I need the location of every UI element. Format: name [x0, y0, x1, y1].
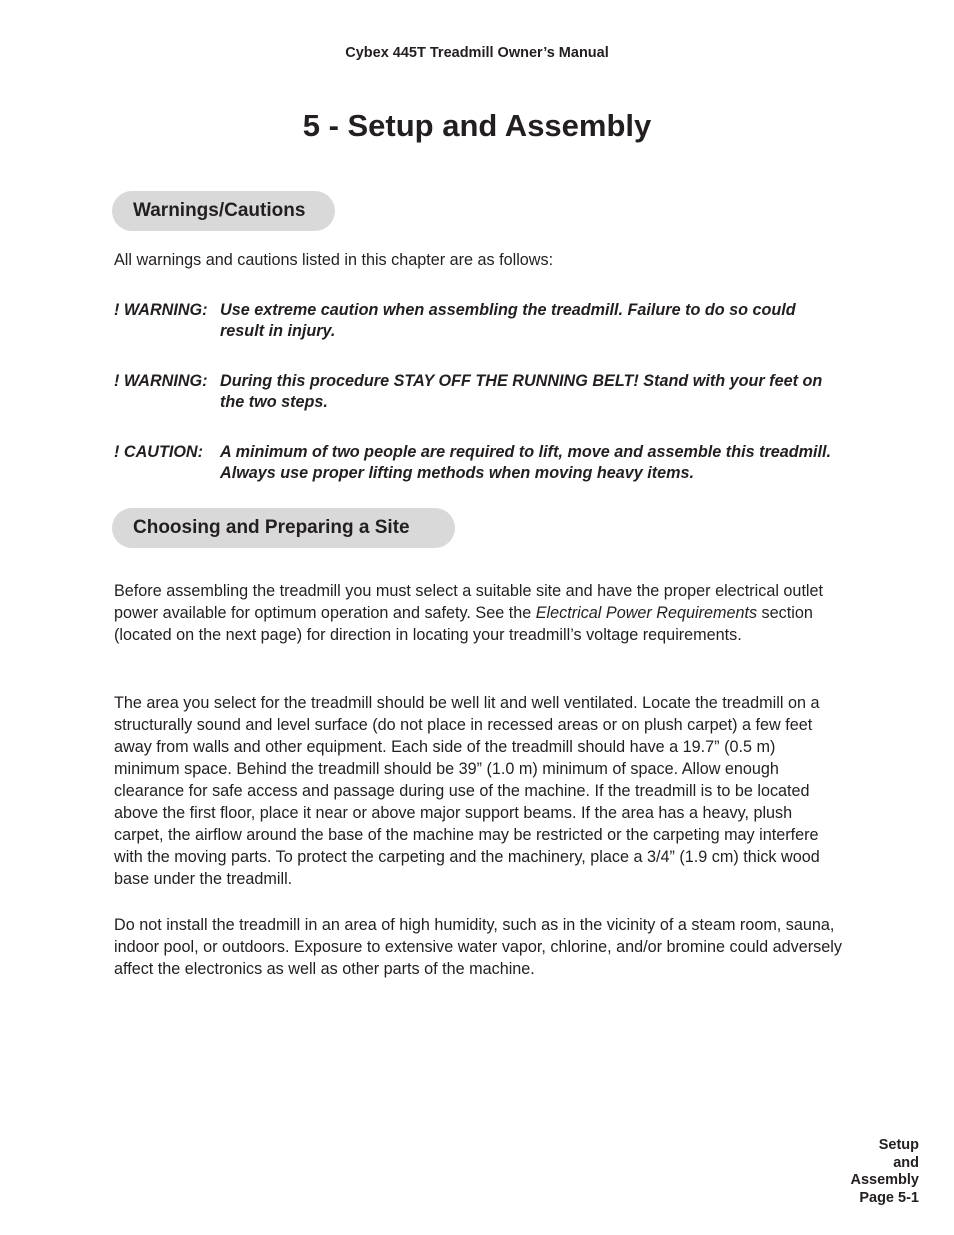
warning-text: Use extreme caution when assembling the treadmill. Failure to do so could result in injury. — [220, 301, 796, 340]
warning-text: During this procedure STAY OFF THE RUNNING BELT! Stand with your feet on the two steps. — [220, 372, 823, 411]
page-number: Page 5-1 — [859, 1189, 919, 1206]
footer-tab-line: Setup — [878, 1137, 919, 1153]
footer-tab-line: Assembly — [850, 1172, 919, 1188]
caution-item — [114, 442, 844, 484]
section-heading-warnings: Warnings/Cautions — [112, 191, 335, 231]
paragraph-text: Before assembling the treadmill you must select a suitable site and have the proper electrical outlet power available for optimum operation and safety. See the — [114, 582, 824, 622]
warning-label: ! WARNING: — [114, 372, 208, 390]
warnings-intro: All warnings and cautions listed in this chapter are as follows: — [114, 251, 554, 269]
site-paragraph-2: The area you select for the treadmill should be well lit and well ventilated. Locate the treadmill on a structurally sound and level surface (do not place in recessed areas or on plush carpet) a few feet away from walls and other equipment. Each side of the treadmill should have a 19.7” (0.5 m) minimum space. Behind the treadmill should be 39” (1.0 m) minimum of space. Allow enough clearance for safe access and passage during use of the machine. If the treadmill is to be located above the first floor, place it near or above major support beams. If the area has a heavy, plush carpet, the airflow around the base of the machine may be restricted or the carpeting may interfere with the moving parts. To protect the carpeting and the machinery, place a 3/4” (1.9 cm) thick wood base under the treadmill. — [114, 694, 820, 888]
caution-text: A minimum of two people are required to lift, move and assemble this treadmill. Always use proper lifting methods when moving heavy items. — [220, 443, 832, 482]
warning-item — [114, 300, 844, 342]
section-heading-site: Choosing and Preparing a Site — [112, 508, 455, 548]
warning-item — [114, 371, 844, 413]
running-header: Cybex 445T Treadmill Owner’s Manual — [345, 45, 609, 61]
warning-label: ! WARNING: — [114, 301, 208, 319]
footer-page-tab — [850, 1137, 919, 1207]
chapter-title: 5 - Setup and Assembly — [302, 108, 652, 143]
footer-tab-line: and — [893, 1154, 919, 1171]
site-paragraph-3: Do not install the treadmill in an area of high humidity, such as in the vicinity of a steam room, sauna, indoor pool, or outdoors. Exposure to extensive water vapor, chlorine, and/or bromine could adversely affect the electronics as well as other parts of the machine. — [114, 916, 842, 978]
cross-reference: Electrical Power Requirements — [535, 604, 758, 622]
site-paragraph-1 — [114, 580, 844, 646]
paragraph-text: section (located on the next page) for direction in locating your treadmill’s voltage requirements. — [114, 604, 813, 644]
caution-label: ! CAUTION: — [114, 443, 204, 461]
